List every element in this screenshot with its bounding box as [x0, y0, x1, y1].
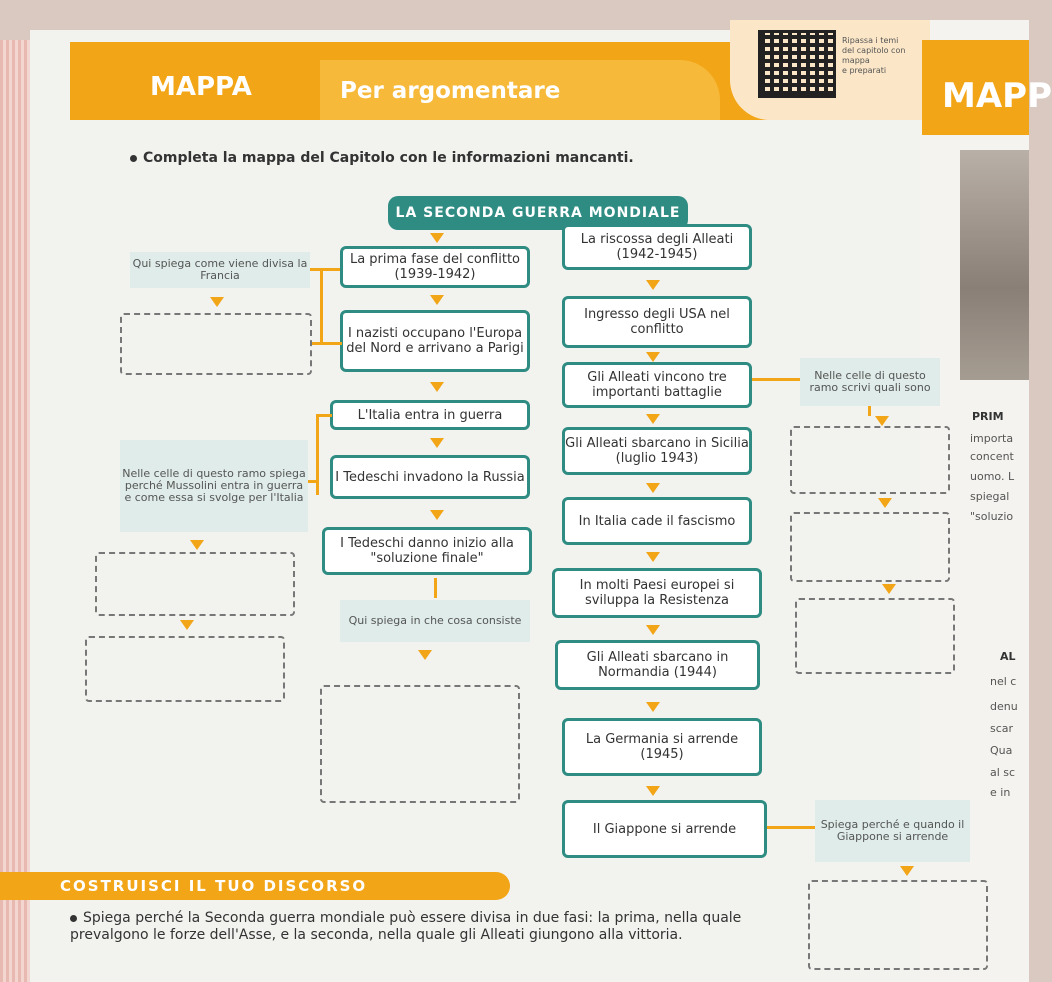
section-title: COSTRUISCI IL TUO DISCORSO: [0, 872, 510, 900]
connector: [868, 406, 871, 416]
arrow-down-icon: [430, 295, 444, 305]
box-germania-arrende: La Germania si arrende (1945): [562, 718, 762, 776]
arrow-down-icon: [430, 438, 444, 448]
right-page-text: "soluzio: [970, 510, 1014, 523]
box-resistenza: In molti Paesi europei si sviluppa la Resistenza: [552, 568, 762, 618]
arrow-down-icon: [646, 352, 660, 362]
arrow-down-icon: [882, 584, 896, 594]
box-tedeschi-russia: I Tedeschi invadono la Russia: [330, 455, 530, 499]
arrow-down-icon: [646, 280, 660, 290]
note-italia-ramo: Nelle celle di questo ramo spiega perché Mussolini entra in guerra e come essa si svolge per l'Italia: [120, 440, 308, 532]
note-giappone: Spiega perché e quando il Giappone si arrende: [815, 800, 970, 862]
arrow-down-icon: [190, 540, 204, 550]
box-ingresso-usa: Ingresso degli USA nel conflitto: [562, 296, 752, 348]
connector: [752, 378, 802, 381]
right-page-text: e in: [990, 786, 1011, 799]
box-sbarco-sicilia: Gli Alleati sbarcano in Sicilia (luglio 1943): [562, 427, 752, 475]
connector: [316, 415, 319, 495]
box-prima-fase: La prima fase del conflitto (1939-1942): [340, 246, 530, 288]
arrow-down-icon: [646, 786, 660, 796]
box-giappone-arrende: Il Giappone si arrende: [562, 800, 767, 858]
answer-box-battaglia-3[interactable]: [795, 598, 955, 674]
arrow-down-icon: [900, 866, 914, 876]
header-mappa: MAPPA: [150, 72, 252, 102]
box-riscossa-alleati: La riscossa degli Alleati (1942-1945): [562, 224, 752, 270]
answer-box-italia-1[interactable]: [95, 552, 295, 616]
note-francia: Qui spiega come viene divisa la Francia: [130, 252, 310, 288]
right-page-text: al sc: [990, 766, 1016, 779]
arrow-down-icon: [210, 297, 224, 307]
right-page-text: concent: [970, 450, 1014, 463]
arrow-down-icon: [878, 498, 892, 508]
connector: [320, 268, 323, 343]
connector: [308, 480, 318, 483]
arrow-down-icon: [418, 650, 432, 660]
right-page-text: uomo. L: [970, 470, 1015, 483]
instruction: Completa la mappa del Capitolo con le informazioni mancanti.: [130, 150, 634, 166]
map-title: LA SECONDA GUERRA MONDIALE: [388, 196, 688, 230]
arrow-down-icon: [646, 702, 660, 712]
right-page-text: nel c: [990, 675, 1017, 688]
arrow-down-icon: [430, 510, 444, 520]
arrow-down-icon: [646, 414, 660, 424]
connector: [434, 578, 437, 598]
arrow-down-icon: [646, 483, 660, 493]
right-page-text: importa: [970, 432, 1014, 445]
arrow-down-icon: [646, 625, 660, 635]
arrow-down-icon: [646, 552, 660, 562]
qr-code-icon[interactable]: [758, 30, 836, 98]
answer-box-italia-2[interactable]: [85, 636, 285, 702]
box-tre-battaglie: Gli Alleati vincono tre importanti battaglie: [562, 362, 752, 408]
right-page-text: AL: [1000, 650, 1016, 663]
portrait-photo: [960, 150, 1029, 380]
right-page-text: spiegal: [970, 490, 1010, 503]
box-nazisti-occupano: I nazisti occupano l'Europa del Nord e arrivano a Parigi: [340, 310, 530, 372]
arrow-down-icon: [430, 233, 444, 243]
arrow-down-icon: [875, 416, 889, 426]
right-page-text: Qua: [990, 744, 1013, 757]
arrow-down-icon: [180, 620, 194, 630]
right-header-mappa: MAPP: [942, 76, 1052, 116]
right-page-text: denu: [990, 700, 1018, 713]
answer-box-soluzione[interactable]: [320, 685, 520, 803]
section-text: Spiega perché la Seconda guerra mondiale può essere divisa in due fasi: la prima, nella quale prevalgono le forze dell'Asse, e la seconda, nella quale gli Alleati giungono alla vittoria.: [70, 910, 742, 943]
header-subtitle: Per argomentare: [340, 78, 561, 104]
connector: [767, 826, 817, 829]
answer-box-battaglia-2[interactable]: [790, 512, 950, 582]
note-soluzione-finale: Qui spiega in che cosa consiste: [340, 600, 530, 642]
right-page-text: PRIM: [972, 410, 1004, 423]
answer-box-francia[interactable]: [120, 313, 312, 375]
arrow-down-icon: [430, 382, 444, 392]
connector: [312, 342, 342, 345]
box-cade-fascismo: In Italia cade il fascismo: [562, 497, 752, 545]
bullet-icon: [70, 915, 77, 922]
box-italia-entra: L'Italia entra in guerra: [330, 400, 530, 430]
connector: [316, 414, 332, 417]
right-page-text: scar: [990, 722, 1014, 735]
box-soluzione-finale: I Tedeschi danno inizio alla "soluzione finale": [322, 527, 532, 575]
connector: [310, 268, 340, 271]
note-battaglie: Nelle celle di questo ramo scrivi quali sono: [800, 358, 940, 406]
bullet-icon: [130, 155, 137, 162]
box-sbarco-normandia: Gli Alleati sbarcano in Normandia (1944): [555, 640, 760, 690]
answer-box-battaglia-1[interactable]: [790, 426, 950, 494]
qr-caption: Ripassa i temi del capitolo con mappa e preparati: [842, 36, 906, 75]
answer-box-giappone[interactable]: [808, 880, 988, 970]
